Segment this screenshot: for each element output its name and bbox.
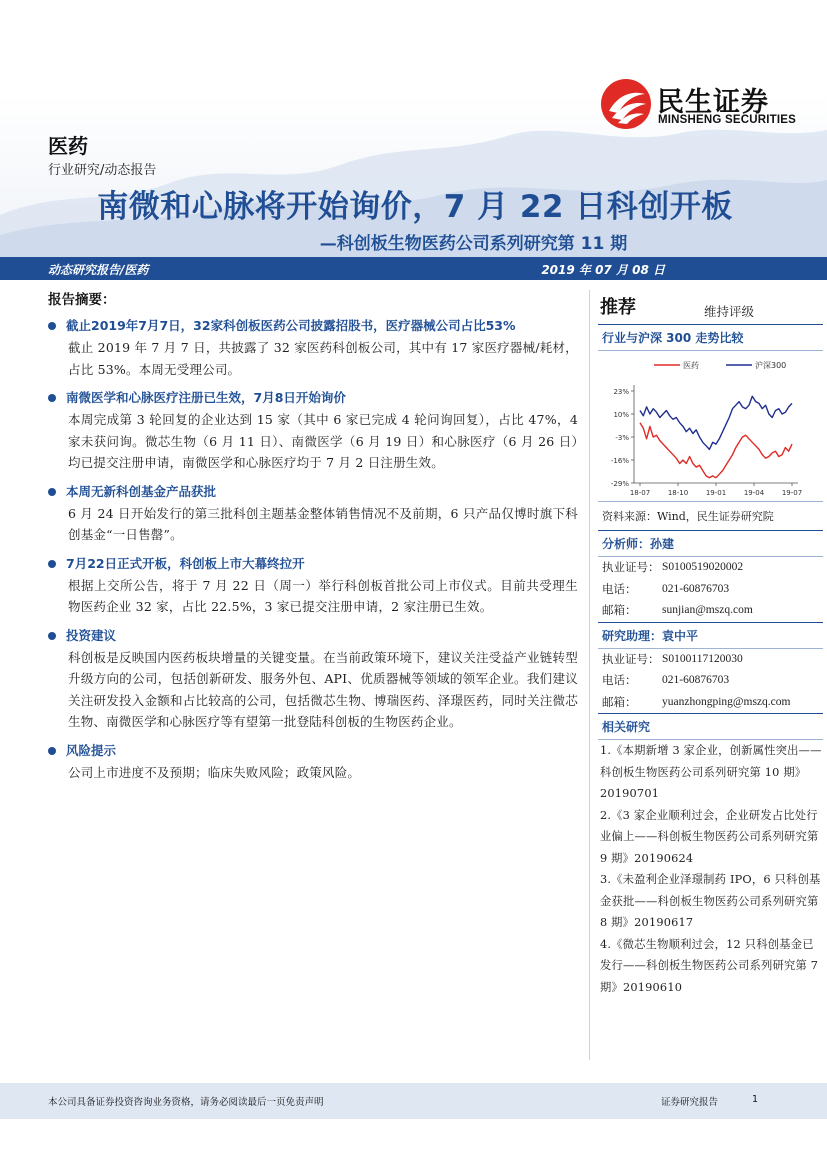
assistant-license (598, 649, 823, 671)
column-divider (589, 290, 590, 1060)
report-date: 2019 年 07 月 08 日 (541, 263, 665, 277)
related-list (598, 740, 823, 998)
field-key: 电话： (602, 673, 637, 687)
trend-chart (598, 351, 823, 501)
section-heading (48, 553, 578, 575)
summary-section (48, 553, 578, 618)
brand-name-cn: 民生证券 (657, 87, 769, 118)
field-key: 邮箱： (602, 694, 637, 709)
legend-label: 医药 (683, 361, 699, 370)
y-tick-label: -3% (615, 434, 629, 442)
rating-label: 推荐 (600, 297, 636, 318)
section-heading-text: 7月22日正式开板，科创板上市大幕终拉开 (66, 555, 305, 571)
chart-source: 资料来源：Wind，民生证券研究院 (598, 501, 823, 530)
brand-name-en: MINSHENG SECURITIES (658, 114, 796, 126)
footer-disclaimer: 本公司具备证券投资咨询业务资格，请务必阅读最后一页免责声明 (48, 1097, 324, 1108)
rating-row (598, 290, 823, 324)
y-tick-label: 23% (613, 388, 629, 396)
field-key: 执业证号： (602, 651, 660, 666)
section-heading (48, 315, 578, 337)
section-heading (48, 625, 578, 647)
bullet-icon (48, 560, 56, 568)
section-body: 公司上市进度不及预期；临床失败风险；政策风险。 (68, 764, 361, 780)
sector-label: 医药 (48, 134, 88, 158)
section-heading-text: 本周无新科创基金产品获批 (66, 483, 217, 499)
field-value[interactable]: yuanzhongping@mszq.com (662, 695, 791, 708)
x-tick-label: 18-10 (667, 489, 689, 497)
bullet-icon (48, 322, 56, 330)
rating-note: 维持评级 (704, 304, 755, 319)
field-value: S0100519020002 (662, 561, 744, 573)
doc-type-label: 行业研究/动态报告 (48, 163, 157, 178)
section-heading (48, 387, 578, 409)
bullet-icon (48, 632, 56, 640)
series-line-pharma (640, 423, 792, 478)
assistant-heading: 研究助理：袁中平 (598, 622, 823, 649)
report-subtitle: —科创板生物医药公司系列研究第 11 期 (319, 234, 628, 254)
related-heading: 相关研究 (598, 713, 823, 740)
field-key: 执业证号： (602, 560, 660, 574)
y-tick-label: 10% (613, 411, 629, 419)
related-item[interactable]: 3.《未盈利企业泽璟制药 IPO，6 只科创基金获批——科创板生物医药公司系列研究第 8 期》20190617 (600, 873, 821, 929)
x-tick-label: 19-04 (743, 489, 765, 497)
summary-section (48, 740, 578, 784)
analyst-heading: 分析师：孙建 (598, 530, 823, 557)
related-item[interactable]: 4.《微芯生物顺利过会，12 只科创基金已发行——科创板生物医药公司系列研究第 7 期》20190610 (600, 937, 819, 994)
summary-label: 报告摘要： (48, 292, 116, 308)
summary-section (48, 481, 578, 546)
assistant-email (598, 692, 823, 714)
section-heading-text: 投资建议 (66, 627, 117, 643)
bullet-icon (48, 488, 56, 496)
field-value: S0100117120030 (662, 652, 743, 665)
report-info-bar (0, 257, 827, 280)
section-heading (48, 481, 578, 503)
summary-section (48, 387, 578, 474)
field-key: 邮箱： (602, 603, 637, 617)
report-category: 动态研究报告/医药 (48, 263, 149, 277)
section-heading (48, 740, 578, 762)
section-body: 截止 2019 年 7 月 7 日，共披露了 32 家医药科创板公司，其中有 17 家医疗器械/耗材，占比 53%。本周无受理公司。 (68, 340, 578, 377)
bullet-icon (48, 394, 56, 402)
trend-chart-svg (598, 351, 823, 501)
page-footer (0, 1083, 827, 1119)
y-tick-label: -29% (610, 480, 629, 488)
minsheng-logo-icon (600, 78, 652, 130)
summary-column (48, 315, 578, 790)
x-tick-label: 18-07 (629, 489, 651, 497)
analyst-phone (598, 579, 823, 601)
field-value[interactable]: sunjian@mszq.com (662, 604, 753, 616)
related-item[interactable]: 1.《本期新增 3 家企业，创新属性突出——科创板生物医药公司系列研究第 10 期》20190701 (600, 744, 822, 800)
analyst-license (598, 557, 823, 579)
section-body: 根据上交所公告，将于 7 月 22 日（周一）举行科创板首批公司上市仪式。目前共受理生物医药企业 32 家，占比 22.5%，3 家已提交注册申请，2 家注册已生效。 (68, 577, 578, 614)
section-body: 科创板是反映国内医药板块增量的关键变量。在当前政策环境下，建议关注受益产业链转型升级方向的公司，包括创新研发、服务外包、API、优质器械等领域的领军企业。我们建议关注研发投入金额和占比较高的公司，包括微芯生物、博瑞医药、泽璟医药，同时关注微芯生物、南微医学和心脉医疗等有望第一批登陆科创板的生物医药企业。 (68, 649, 578, 729)
summary-section (48, 625, 578, 733)
footer-report-kind: 证券研究报告 (661, 1097, 719, 1108)
y-tick-label: -16% (610, 457, 629, 465)
summary-section (48, 315, 578, 380)
legend-label: 沪深300 (755, 361, 787, 370)
related-item[interactable]: 2.《3 家企业顺利过会，企业研发占比处行业偏上——科创板生物医药公司系列研究第 9 期》20190624 (600, 808, 819, 865)
brand-logo (600, 78, 796, 133)
analyst-email (598, 600, 823, 622)
section-heading-text: 南微医学和心脉医疗注册已生效，7月8日开始询价 (66, 390, 346, 405)
field-key: 电话： (602, 581, 637, 596)
bullet-icon (48, 747, 56, 755)
x-tick-label: 19-07 (781, 489, 803, 497)
section-body: 6 月 24 日开始发行的第三批科创主题基金整体销售情况不及前期，6 只产品仅博时旗下科创基金“一日售罄”。 (68, 505, 578, 542)
x-tick-label: 19-01 (705, 489, 727, 497)
section-body: 本周完成第 3 轮回复的企业达到 15 家（其中 6 家已完成 4 轮问询回复），占比 47%，4 家未获问询。微芯生物（6 月 11 日）、南微医学（6 月 19 日）和心脉医疗（6 月 26 日）均已提交注册申请，南微医学和心脉医疗均于 7 月 2 日注册生效。 (68, 412, 578, 470)
section-heading-text: 风险提示 (66, 742, 117, 758)
page-number: 1 (752, 1094, 759, 1105)
field-value: 021-60876703 (662, 674, 730, 686)
field-value: 021-60876703 (662, 582, 730, 595)
report-title: 南微和心脉将开始询价，7 月 22 日科创开板 (97, 189, 733, 225)
chart-heading: 行业与沪深 300 走势比较 (598, 324, 823, 351)
section-heading-text: 截止2019年7月7日，32家科创板医药公司披露招股书，医疗器械公司占比53% (66, 318, 516, 333)
series-line-csi300 (640, 396, 792, 449)
assistant-phone (598, 670, 823, 692)
sidebar-column (598, 290, 823, 998)
